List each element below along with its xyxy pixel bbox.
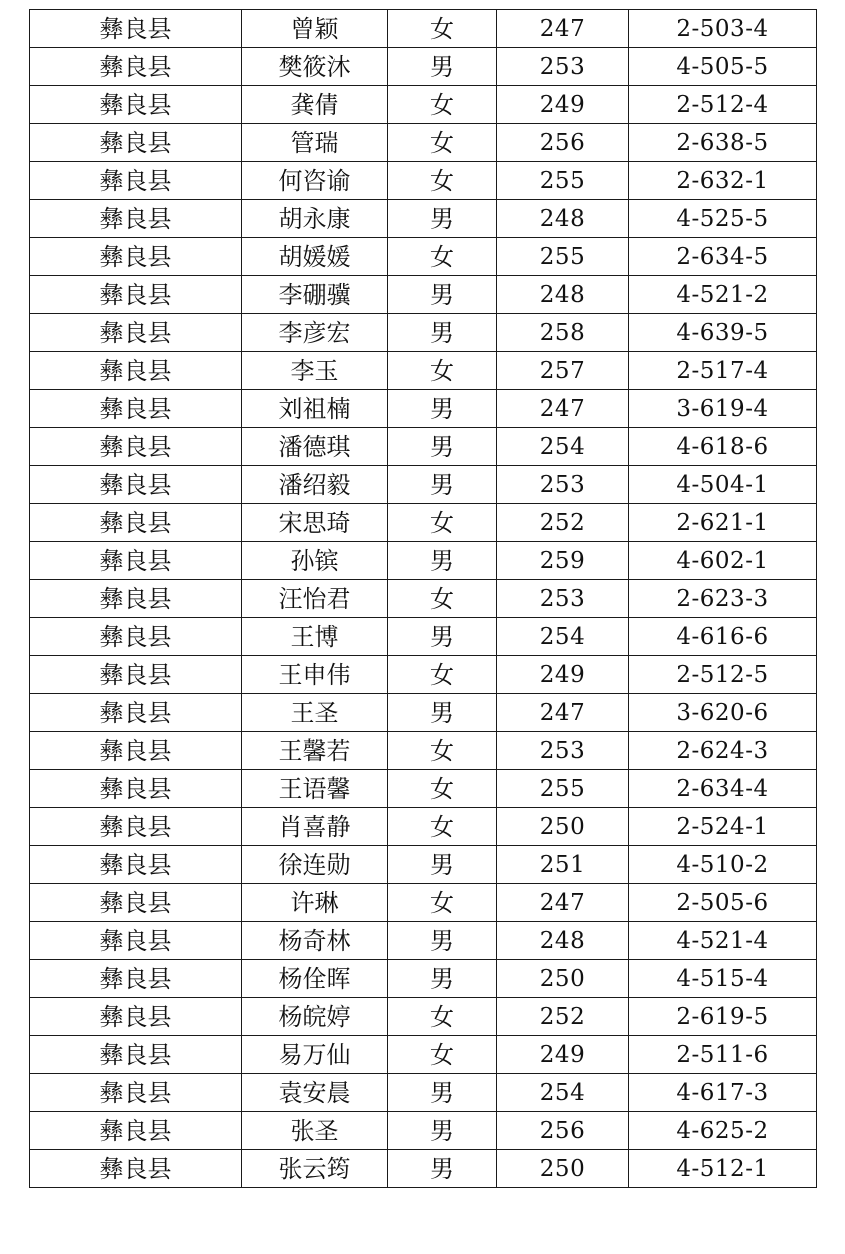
student-name-cell: 李彦宏 [242,314,388,352]
county-cell: 彝良县 [30,504,242,542]
score-cell: 257 [497,352,629,390]
exam-number-cell: 4-521-2 [629,276,817,314]
score-cell: 247 [497,694,629,732]
county-cell: 彝良县 [30,618,242,656]
gender-cell: 男 [388,1150,497,1188]
exam-number-cell: 2-511-6 [629,1036,817,1074]
student-name-cell: 曾颖 [242,10,388,48]
student-name-cell: 胡永康 [242,200,388,238]
exam-number-cell: 3-619-4 [629,390,817,428]
roster-table [29,9,817,1188]
student-name-cell: 杨奇林 [242,922,388,960]
score-cell: 255 [497,162,629,200]
table-row [30,352,817,390]
exam-number-cell: 2-621-1 [629,504,817,542]
county-cell: 彝良县 [30,1036,242,1074]
score-cell: 253 [497,48,629,86]
student-name-cell: 王博 [242,618,388,656]
exam-number-cell: 2-512-5 [629,656,817,694]
score-cell: 253 [497,732,629,770]
county-cell: 彝良县 [30,86,242,124]
table-row [30,770,817,808]
gender-cell: 男 [388,428,497,466]
gender-cell: 女 [388,656,497,694]
student-name-cell: 汪怡君 [242,580,388,618]
score-cell: 247 [497,10,629,48]
table-row [30,580,817,618]
exam-number-cell: 4-510-2 [629,846,817,884]
table-row [30,1150,817,1188]
county-cell: 彝良县 [30,200,242,238]
exam-number-cell: 2-624-3 [629,732,817,770]
score-cell: 248 [497,276,629,314]
gender-cell: 男 [388,694,497,732]
exam-number-cell: 4-616-6 [629,618,817,656]
score-cell: 254 [497,1074,629,1112]
gender-cell: 女 [388,770,497,808]
county-cell: 彝良县 [30,694,242,732]
student-name-cell: 徐连勋 [242,846,388,884]
county-cell: 彝良县 [30,1150,242,1188]
exam-number-cell: 2-632-1 [629,162,817,200]
table-row [30,124,817,162]
county-cell: 彝良县 [30,390,242,428]
county-cell: 彝良县 [30,10,242,48]
county-cell: 彝良县 [30,770,242,808]
exam-number-cell: 2-512-4 [629,86,817,124]
exam-number-cell: 3-620-6 [629,694,817,732]
score-cell: 248 [497,922,629,960]
gender-cell: 男 [388,200,497,238]
student-name-cell: 王馨若 [242,732,388,770]
exam-number-cell: 4-505-5 [629,48,817,86]
score-cell: 247 [497,390,629,428]
score-cell: 250 [497,1150,629,1188]
gender-cell: 女 [388,10,497,48]
exam-number-cell: 4-525-5 [629,200,817,238]
score-cell: 254 [497,618,629,656]
table-row [30,466,817,504]
county-cell: 彝良县 [30,542,242,580]
county-cell: 彝良县 [30,922,242,960]
table-row [30,48,817,86]
table-row [30,10,817,48]
student-name-cell: 胡媛媛 [242,238,388,276]
score-cell: 252 [497,504,629,542]
roster-table-body [30,10,817,1188]
exam-number-cell: 4-639-5 [629,314,817,352]
exam-number-cell: 2-634-5 [629,238,817,276]
score-cell: 253 [497,580,629,618]
county-cell: 彝良县 [30,960,242,998]
table-row [30,314,817,352]
student-name-cell: 樊筱沐 [242,48,388,86]
table-row [30,656,817,694]
county-cell: 彝良县 [30,580,242,618]
county-cell: 彝良县 [30,846,242,884]
exam-number-cell: 4-618-6 [629,428,817,466]
gender-cell: 男 [388,466,497,504]
score-cell: 255 [497,238,629,276]
exam-number-cell: 4-521-4 [629,922,817,960]
table-row [30,694,817,732]
student-name-cell: 孙镔 [242,542,388,580]
exam-number-cell: 4-625-2 [629,1112,817,1150]
student-name-cell: 王申伟 [242,656,388,694]
gender-cell: 男 [388,48,497,86]
gender-cell: 女 [388,162,497,200]
student-name-cell: 宋思琦 [242,504,388,542]
gender-cell: 男 [388,1112,497,1150]
table-row [30,238,817,276]
table-row [30,276,817,314]
exam-number-cell: 2-505-6 [629,884,817,922]
gender-cell: 女 [388,1036,497,1074]
gender-cell: 女 [388,352,497,390]
student-name-cell: 龚倩 [242,86,388,124]
score-cell: 255 [497,770,629,808]
exam-number-cell: 2-517-4 [629,352,817,390]
score-cell: 253 [497,466,629,504]
county-cell: 彝良县 [30,314,242,352]
table-row [30,922,817,960]
gender-cell: 男 [388,922,497,960]
student-name-cell: 潘绍毅 [242,466,388,504]
gender-cell: 女 [388,998,497,1036]
score-cell: 256 [497,1112,629,1150]
county-cell: 彝良县 [30,352,242,390]
student-name-cell: 何咨谕 [242,162,388,200]
table-row [30,1074,817,1112]
table-row [30,428,817,466]
table-row [30,808,817,846]
table-row [30,200,817,238]
student-name-cell: 李玉 [242,352,388,390]
gender-cell: 男 [388,542,497,580]
score-cell: 258 [497,314,629,352]
student-name-cell: 易万仙 [242,1036,388,1074]
score-cell: 252 [497,998,629,1036]
student-name-cell: 王语馨 [242,770,388,808]
exam-number-cell: 4-617-3 [629,1074,817,1112]
student-name-cell: 张云筠 [242,1150,388,1188]
score-cell: 247 [497,884,629,922]
student-name-cell: 袁安晨 [242,1074,388,1112]
score-cell: 249 [497,86,629,124]
exam-number-cell: 4-512-1 [629,1150,817,1188]
gender-cell: 女 [388,504,497,542]
table-row [30,1112,817,1150]
gender-cell: 女 [388,86,497,124]
score-cell: 256 [497,124,629,162]
student-name-cell: 李硼骥 [242,276,388,314]
gender-cell: 女 [388,884,497,922]
student-name-cell: 张圣 [242,1112,388,1150]
table-row [30,618,817,656]
table-row [30,884,817,922]
score-cell: 250 [497,960,629,998]
score-cell: 249 [497,1036,629,1074]
score-cell: 249 [497,656,629,694]
exam-number-cell: 4-602-1 [629,542,817,580]
score-cell: 259 [497,542,629,580]
table-row [30,162,817,200]
table-row [30,1036,817,1074]
gender-cell: 男 [388,618,497,656]
gender-cell: 男 [388,960,497,998]
county-cell: 彝良县 [30,162,242,200]
county-cell: 彝良县 [30,732,242,770]
table-row [30,504,817,542]
exam-number-cell: 4-504-1 [629,466,817,504]
county-cell: 彝良县 [30,466,242,504]
exam-number-cell: 4-515-4 [629,960,817,998]
county-cell: 彝良县 [30,656,242,694]
gender-cell: 女 [388,580,497,618]
student-name-cell: 管瑞 [242,124,388,162]
gender-cell: 男 [388,276,497,314]
roster-table-container [29,9,816,1188]
county-cell: 彝良县 [30,1074,242,1112]
county-cell: 彝良县 [30,1112,242,1150]
table-row [30,998,817,1036]
exam-number-cell: 2-623-3 [629,580,817,618]
exam-number-cell: 2-619-5 [629,998,817,1036]
score-cell: 248 [497,200,629,238]
gender-cell: 女 [388,124,497,162]
student-name-cell: 王圣 [242,694,388,732]
gender-cell: 女 [388,808,497,846]
gender-cell: 男 [388,390,497,428]
gender-cell: 男 [388,846,497,884]
gender-cell: 男 [388,314,497,352]
county-cell: 彝良县 [30,238,242,276]
county-cell: 彝良县 [30,998,242,1036]
student-name-cell: 肖喜静 [242,808,388,846]
student-name-cell: 许琳 [242,884,388,922]
table-row [30,960,817,998]
score-cell: 254 [497,428,629,466]
gender-cell: 女 [388,732,497,770]
county-cell: 彝良县 [30,124,242,162]
exam-number-cell: 2-503-4 [629,10,817,48]
score-cell: 250 [497,808,629,846]
table-row [30,846,817,884]
county-cell: 彝良县 [30,428,242,466]
table-row [30,86,817,124]
student-name-cell: 潘德琪 [242,428,388,466]
table-row [30,390,817,428]
county-cell: 彝良县 [30,808,242,846]
table-row [30,732,817,770]
exam-number-cell: 2-524-1 [629,808,817,846]
county-cell: 彝良县 [30,276,242,314]
student-name-cell: 杨皖婷 [242,998,388,1036]
exam-number-cell: 2-638-5 [629,124,817,162]
student-name-cell: 刘祖楠 [242,390,388,428]
county-cell: 彝良县 [30,48,242,86]
gender-cell: 女 [388,238,497,276]
score-cell: 251 [497,846,629,884]
table-row [30,542,817,580]
gender-cell: 男 [388,1074,497,1112]
student-name-cell: 杨佺晖 [242,960,388,998]
exam-number-cell: 2-634-4 [629,770,817,808]
county-cell: 彝良县 [30,884,242,922]
